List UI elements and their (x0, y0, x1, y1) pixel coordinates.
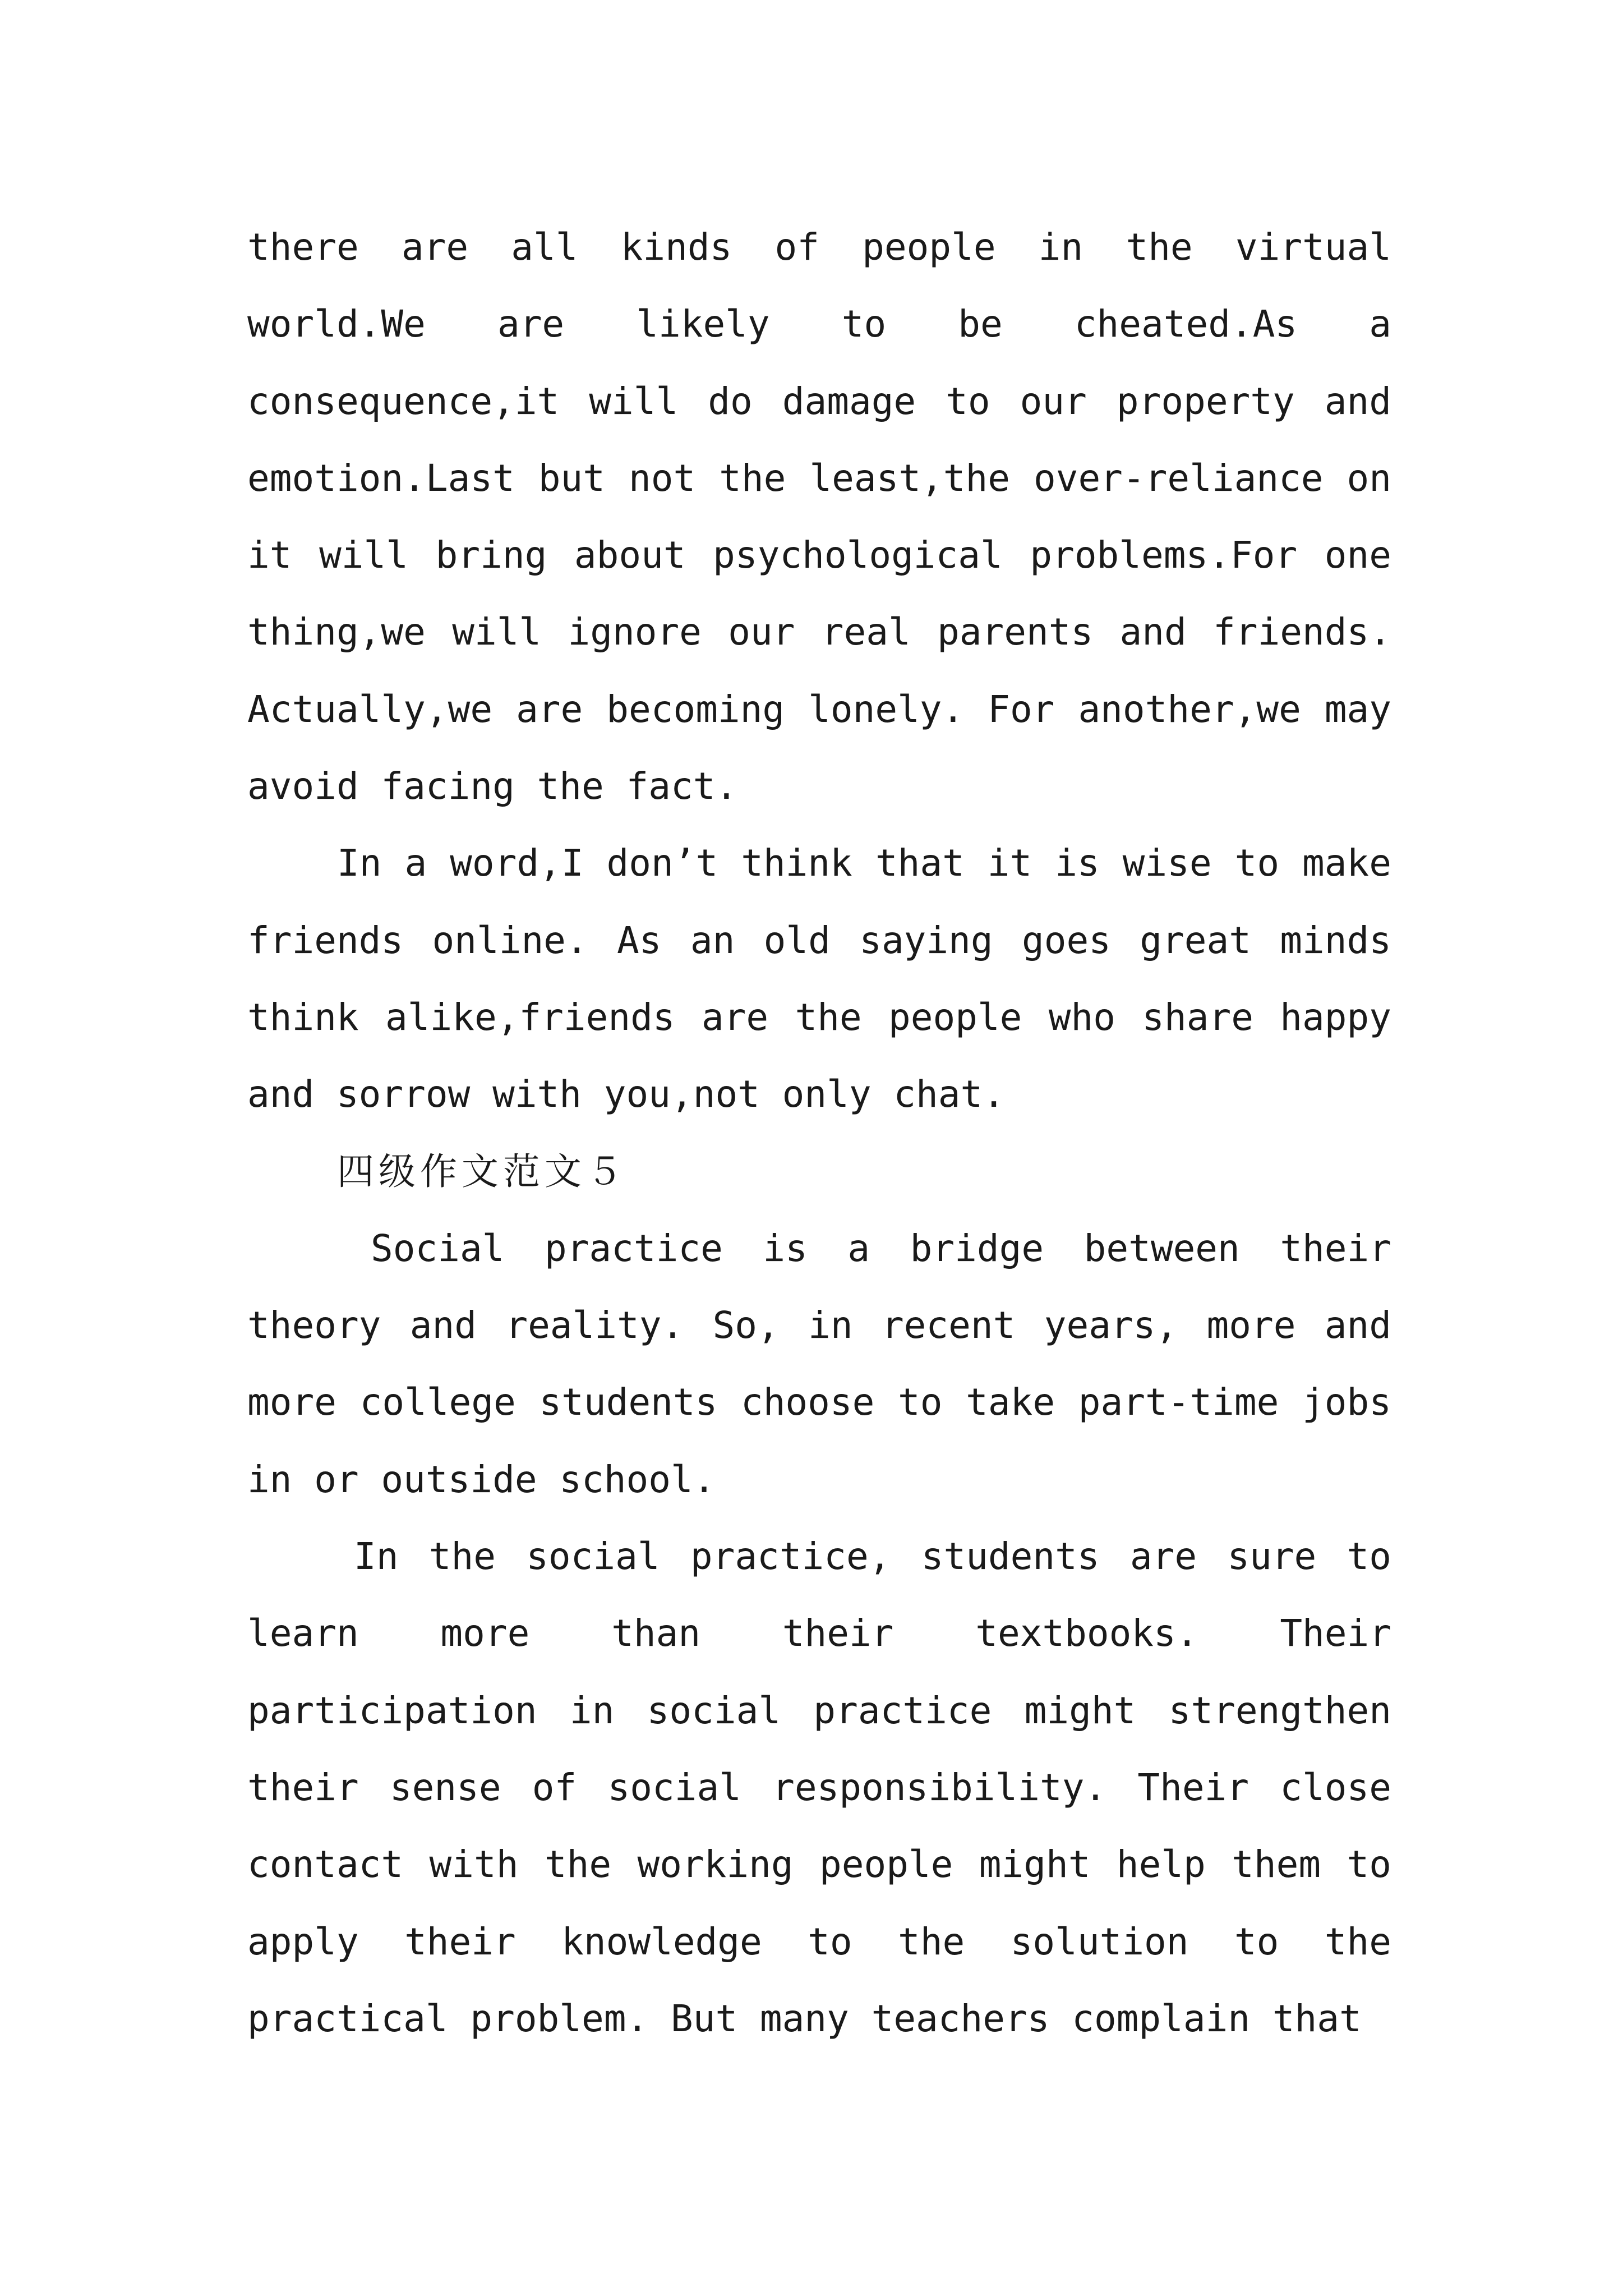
paragraph-2: In a word,I don’t think that it is wise to make friends online. As an old saying goes great minds think alike,friends are the people who share happy and sorrow with you,not only chat. (247, 841, 1391, 1116)
section-heading: 四级作文范文５ (337, 1149, 628, 1193)
body-text (247, 209, 1391, 2057)
paragraph-1: there are all kinds of people in the virtual world.We are likely to be cheated.As a consequence,it will do damage to our property and emotion.Last but not the least,the over-reliance on it will bring about psychological problems.For one thing,we will ignore our real parents and friends. Actually,we are becoming lonely. For another,we may avoid facing the fact. (247, 226, 1391, 808)
paragraph-4: In the social practice, students are sure to learn more than their textbooks. Their participation in social practice might strengthen their sense of social responsibility. Their close contact with the working people might help them to apply their knowledge to the solution to the practical problem. But many teachers complain that (247, 1535, 1391, 2040)
paragraph-3: Social practice is a bridge between their theory and reality. So, in recent years, more and more college students choose to take part-time jobs in or outside school. (247, 1226, 1391, 1501)
